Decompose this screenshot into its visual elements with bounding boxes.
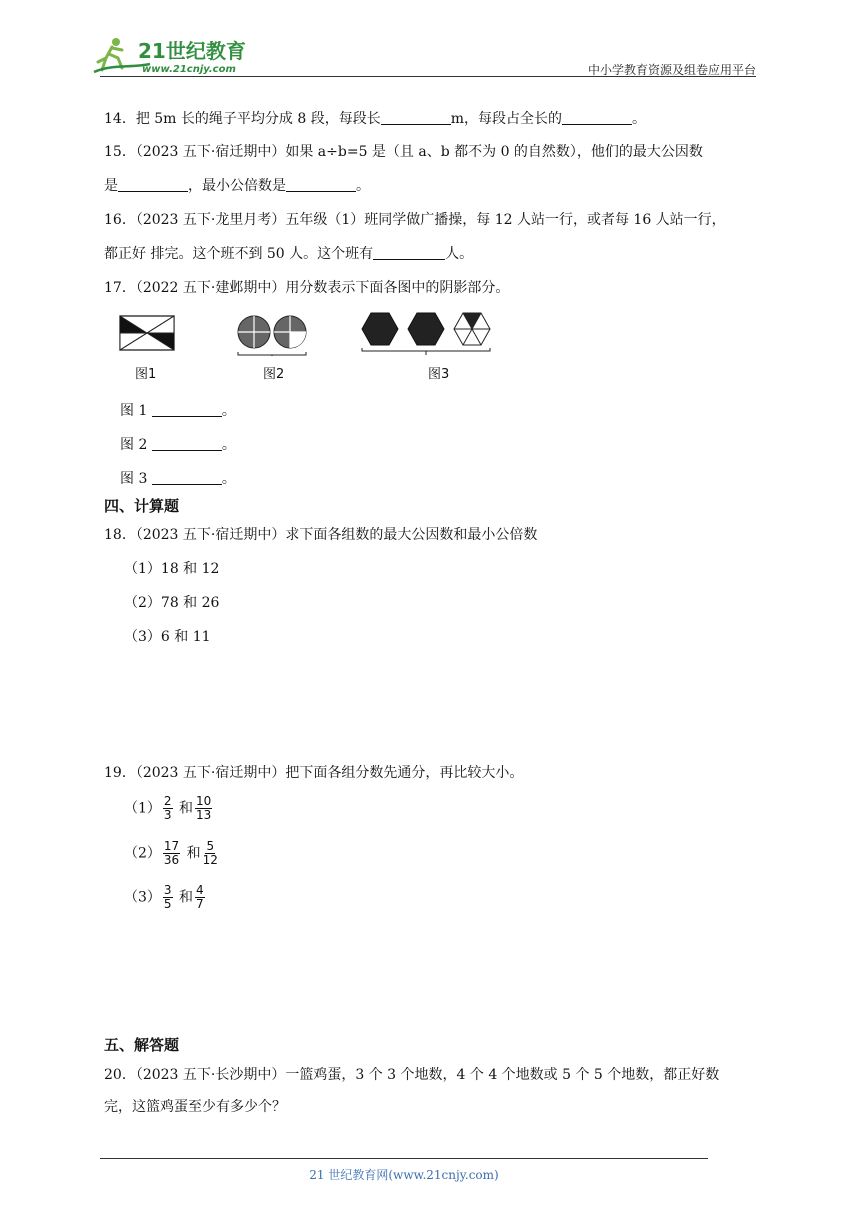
question-19: 19．（2023 五下·宿迁期中）把下面各组分数先通分，再比较大小。 [104, 765, 524, 781]
figure-3-answer: 图 3 。 [120, 471, 236, 487]
svg-text:www.21cnjy.com: www.21cnjy.com [142, 64, 236, 75]
question-18-item: （3）6 和 11 [124, 629, 211, 645]
figure-2-answer: 图 2 。 [120, 437, 236, 453]
platform-title: 中小学教育资源及组卷应用平台 [587, 63, 756, 77]
answer-blank [152, 402, 222, 417]
figure-2-caption: 图2 [263, 367, 285, 382]
question-19-item: （2） $\frac{17}{36}$ 和 $\frac{5}{12}$ [124, 839, 218, 867]
answer-blank [562, 110, 632, 125]
answer-blank [118, 177, 188, 192]
section-5-title: 五、解答题 [104, 1036, 180, 1054]
figure-1-answer: 图 1 。 [120, 403, 236, 419]
question-20-line1: 20．（2023 五下·长沙期中）一篮鸡蛋，3 个 3 个地数，4 个 4 个地数或 5 个 5 个地数，都正好数 [104, 1067, 720, 1083]
figure-1-rectangle [118, 312, 178, 354]
figure-2-circles [234, 312, 312, 356]
svg-text:21世纪教育: 21世纪教育 [138, 39, 246, 63]
question-18-item: （2）78 和 26 [124, 595, 220, 611]
question-17: 17．（2022 五下·建邺期中）用分数表示下面各图中的阴影部分。 [104, 280, 510, 296]
question-19-item: （3） $\frac{3}{5}$ 和 $\frac{4}{7}$ [124, 883, 204, 911]
question-19-item: （1） $\frac{2}{3}$ 和 $\frac{10}{13}$ [124, 794, 212, 822]
answer-blank [381, 110, 451, 125]
answer-blank [152, 470, 222, 485]
answer-blank [286, 177, 356, 192]
figure-3-hexagons [360, 310, 500, 356]
section-4-title: 四、计算题 [104, 497, 180, 515]
question-15-line2: 是 ，最小公倍数是 。 [104, 178, 370, 194]
answer-blank [152, 436, 222, 451]
answer-blank [373, 245, 445, 260]
figure-3-caption: 图3 [428, 367, 450, 382]
question-16-line2: 都正好 排完。这个班不到 50 人。这个班有 人。 [104, 246, 474, 262]
question-18-item: （1）18 和 12 [124, 561, 220, 577]
question-18: 18．（2023 五下·宿迁期中）求下面各组数的最大公因数和最小公倍数 [104, 527, 538, 543]
footer-text: 21 世纪教育网(www.21cnjy.com) [309, 1168, 499, 1182]
figure-1-caption: 图1 [135, 367, 157, 382]
header-divider [100, 76, 756, 77]
question-20-line2: 完，这篮鸡蛋至少有多少个？ [104, 1099, 286, 1115]
question-14: 14．把 5m 长的绳子平均分成 8 段，每段长 m，每段占全长的 。 [104, 111, 646, 127]
footer-divider [100, 1158, 708, 1159]
question-16-line1: 16．（2023 五下·龙里月考）五年级（1）班同学做广播操，每 12 人站一行，或者每 16 人站一行， [104, 212, 726, 228]
question-15-line1: 15．（2023 五下·宿迁期中）如果 a÷b=5 是（且 a、b 都不为 0 的自然数），他们的最大公因数 [104, 144, 703, 160]
site-logo [92, 34, 262, 78]
